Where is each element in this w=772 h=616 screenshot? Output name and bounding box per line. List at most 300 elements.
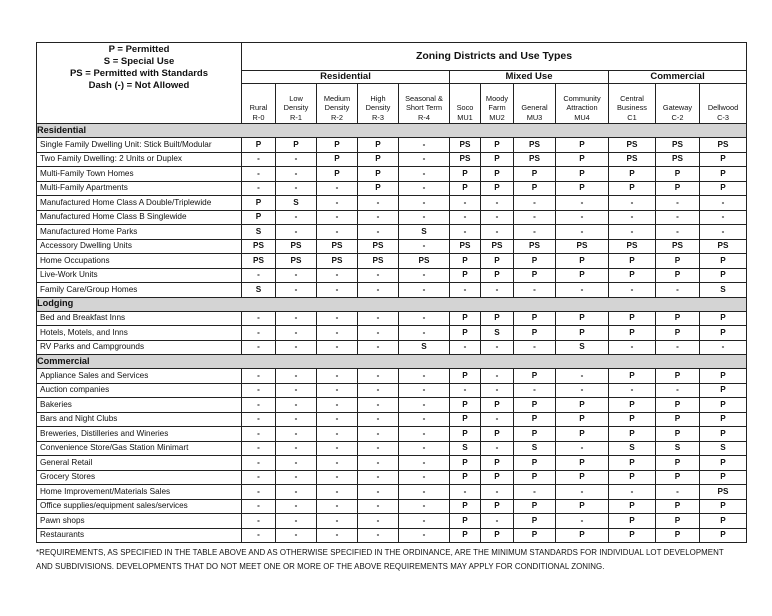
footnote-line: AND SUBDIVISIONS. DEVELOPMENTS THAT DO NOT MEET ONE OR MORE OF THE ABOVE REQUIREMENTS MAY APPLY FOR CONDITIONAL ZONING. bbox=[36, 561, 605, 571]
permission-cell: - bbox=[276, 268, 317, 283]
use-type: Bed and Breakfast Inns bbox=[37, 311, 242, 326]
permission-cell: P bbox=[556, 528, 609, 543]
legend bbox=[37, 43, 242, 124]
permission-cell: P bbox=[556, 326, 609, 341]
permission-cell: - bbox=[317, 326, 358, 341]
permission-cell: - bbox=[399, 210, 450, 225]
permission-cell: P bbox=[556, 152, 609, 167]
permission-cell: - bbox=[399, 326, 450, 341]
table-row bbox=[37, 239, 747, 254]
permission-cell: P bbox=[514, 412, 556, 427]
permission-cell: - bbox=[481, 369, 514, 384]
permission-cell: P bbox=[656, 167, 700, 182]
district-group-mixed-use: Mixed Use bbox=[450, 71, 609, 84]
table-title: Zoning Districts and Use Types bbox=[242, 43, 747, 71]
district-header bbox=[242, 84, 276, 124]
permission-cell: - bbox=[276, 340, 317, 355]
permission-cell: - bbox=[317, 485, 358, 500]
table-row bbox=[37, 225, 747, 240]
use-type: Two Family Dwelling: 2 Units or Duplex bbox=[37, 152, 242, 167]
permission-cell: PS bbox=[700, 138, 747, 153]
permission-cell: - bbox=[399, 196, 450, 211]
permission-cell: - bbox=[358, 225, 399, 240]
permission-cell: P bbox=[700, 456, 747, 471]
district-header bbox=[556, 84, 609, 124]
permission-cell: - bbox=[556, 283, 609, 298]
permission-cell: P bbox=[514, 499, 556, 514]
permission-cell: - bbox=[317, 181, 358, 196]
permission-cell: P bbox=[700, 152, 747, 167]
district-code: MU1 bbox=[457, 112, 473, 122]
table-row bbox=[37, 485, 747, 500]
permission-cell: PS bbox=[399, 254, 450, 269]
permission-cell: S bbox=[450, 441, 481, 456]
table-row bbox=[37, 283, 747, 298]
permission-cell: - bbox=[276, 152, 317, 167]
permission-cell: P bbox=[656, 254, 700, 269]
permission-cell: - bbox=[358, 514, 399, 529]
legend-permitted: P = Permitted bbox=[108, 44, 170, 55]
table-row bbox=[37, 340, 747, 355]
permission-cell: P bbox=[609, 456, 656, 471]
permission-cell: S bbox=[242, 225, 276, 240]
table-row bbox=[37, 196, 747, 211]
permission-cell: - bbox=[276, 456, 317, 471]
permission-cell: - bbox=[514, 225, 556, 240]
permission-cell: P bbox=[609, 369, 656, 384]
permission-cell: P bbox=[556, 412, 609, 427]
permission-cell: - bbox=[276, 311, 317, 326]
permission-cell: P bbox=[514, 254, 556, 269]
permission-cell: PS bbox=[700, 485, 747, 500]
permission-cell: - bbox=[399, 427, 450, 442]
permission-cell: - bbox=[399, 167, 450, 182]
permission-cell: - bbox=[358, 470, 399, 485]
permission-cell: - bbox=[358, 398, 399, 413]
permission-cell: P bbox=[609, 311, 656, 326]
table-row bbox=[37, 152, 747, 167]
district-code: R-1 bbox=[290, 112, 302, 122]
district-name-line: Farm bbox=[488, 103, 506, 112]
permission-cell: P bbox=[514, 369, 556, 384]
permission-cell: P bbox=[481, 398, 514, 413]
permission-cell: - bbox=[399, 499, 450, 514]
table-row bbox=[37, 210, 747, 225]
section-title: Lodging bbox=[37, 297, 747, 311]
permission-cell: P bbox=[450, 514, 481, 529]
permission-cell: P bbox=[450, 470, 481, 485]
district-header bbox=[358, 84, 399, 124]
permission-cell: - bbox=[399, 311, 450, 326]
permission-cell: P bbox=[514, 311, 556, 326]
permission-cell: - bbox=[399, 470, 450, 485]
use-type: Multi-Family Town Homes bbox=[37, 167, 242, 182]
district-header bbox=[399, 84, 450, 124]
permission-cell: P bbox=[656, 456, 700, 471]
table-row bbox=[37, 398, 747, 413]
permission-cell: - bbox=[609, 340, 656, 355]
permission-cell: - bbox=[242, 485, 276, 500]
permission-cell: P bbox=[609, 254, 656, 269]
district-code: R-3 bbox=[372, 112, 384, 122]
permission-cell: P bbox=[556, 181, 609, 196]
permission-cell: P bbox=[358, 181, 399, 196]
permission-cell: - bbox=[609, 283, 656, 298]
permission-cell: - bbox=[609, 210, 656, 225]
use-type: Accessory Dwelling Units bbox=[37, 239, 242, 254]
permission-cell: P bbox=[242, 196, 276, 211]
permission-cell: S bbox=[399, 225, 450, 240]
permission-cell: P bbox=[656, 499, 700, 514]
permission-cell: - bbox=[656, 210, 700, 225]
permission-cell: P bbox=[609, 514, 656, 529]
permission-cell: - bbox=[514, 196, 556, 211]
permission-cell: PS bbox=[276, 254, 317, 269]
district-name-line: Attraction bbox=[566, 103, 598, 112]
permission-cell: P bbox=[656, 326, 700, 341]
use-type: Manufactured Home Class A Double/Triplewide bbox=[37, 196, 242, 211]
permission-cell: P bbox=[700, 167, 747, 182]
permission-cell: P bbox=[700, 383, 747, 398]
permission-cell: P bbox=[700, 181, 747, 196]
section-header-residential bbox=[37, 124, 747, 138]
permission-cell: PS bbox=[556, 239, 609, 254]
permission-cell: P bbox=[609, 167, 656, 182]
permission-cell: - bbox=[358, 283, 399, 298]
district-name-line: Gateway bbox=[662, 103, 693, 112]
permission-cell: PS bbox=[514, 239, 556, 254]
use-type: Multi-Family Apartments bbox=[37, 181, 242, 196]
table-row bbox=[37, 311, 747, 326]
permission-cell: S bbox=[481, 326, 514, 341]
permission-cell: - bbox=[556, 485, 609, 500]
use-type: Pawn shops bbox=[37, 514, 242, 529]
district-name-line: Central bbox=[620, 93, 644, 103]
district-name-line: Seasonal & bbox=[405, 93, 443, 103]
permission-cell: - bbox=[317, 427, 358, 442]
permission-cell: P bbox=[481, 456, 514, 471]
footnote bbox=[36, 546, 756, 573]
permission-cell: - bbox=[242, 528, 276, 543]
permission-cell: P bbox=[481, 181, 514, 196]
permission-cell: P bbox=[656, 369, 700, 384]
permission-cell: - bbox=[317, 225, 358, 240]
permission-cell: PS bbox=[700, 239, 747, 254]
permission-cell: P bbox=[450, 167, 481, 182]
permission-cell: - bbox=[450, 485, 481, 500]
permission-cell: - bbox=[358, 412, 399, 427]
permission-cell: P bbox=[317, 138, 358, 153]
permission-cell: - bbox=[609, 225, 656, 240]
permission-cell: P bbox=[656, 181, 700, 196]
permission-cell: P bbox=[514, 528, 556, 543]
use-type: Grocery Stores bbox=[37, 470, 242, 485]
permission-cell: - bbox=[276, 412, 317, 427]
permission-cell: - bbox=[399, 138, 450, 153]
permission-cell: P bbox=[450, 412, 481, 427]
permission-cell: P bbox=[450, 499, 481, 514]
permission-cell: - bbox=[481, 210, 514, 225]
permission-cell: - bbox=[242, 326, 276, 341]
permission-cell: P bbox=[700, 528, 747, 543]
permission-cell: - bbox=[358, 441, 399, 456]
permission-cell: PS bbox=[656, 152, 700, 167]
use-type: Hotels, Motels, and Inns bbox=[37, 326, 242, 341]
permission-cell: - bbox=[242, 441, 276, 456]
permission-cell: P bbox=[609, 326, 656, 341]
permission-cell: - bbox=[276, 167, 317, 182]
permission-cell: - bbox=[481, 196, 514, 211]
table-row bbox=[37, 427, 747, 442]
table-row bbox=[37, 499, 747, 514]
permission-cell: - bbox=[242, 268, 276, 283]
permission-cell: P bbox=[700, 470, 747, 485]
permission-cell: - bbox=[700, 225, 747, 240]
permission-cell: P bbox=[556, 167, 609, 182]
permission-cell: P bbox=[700, 311, 747, 326]
permission-cell: - bbox=[358, 383, 399, 398]
permission-cell: - bbox=[514, 383, 556, 398]
permission-cell: - bbox=[317, 441, 358, 456]
table-row bbox=[37, 268, 747, 283]
permission-cell: - bbox=[317, 412, 358, 427]
permission-cell: PS bbox=[450, 152, 481, 167]
permission-cell: P bbox=[450, 254, 481, 269]
permission-cell: P bbox=[317, 152, 358, 167]
permission-cell: P bbox=[514, 514, 556, 529]
permission-cell: PS bbox=[276, 239, 317, 254]
permission-cell: - bbox=[358, 427, 399, 442]
permission-cell: P bbox=[450, 268, 481, 283]
district-group-commercial: Commercial bbox=[609, 71, 747, 84]
permission-cell: - bbox=[399, 398, 450, 413]
permission-cell: P bbox=[656, 398, 700, 413]
permission-cell: PS bbox=[609, 239, 656, 254]
permission-cell: PS bbox=[358, 239, 399, 254]
permission-cell: - bbox=[358, 456, 399, 471]
permission-cell: P bbox=[276, 138, 317, 153]
permission-cell: - bbox=[276, 427, 317, 442]
permission-cell: - bbox=[399, 412, 450, 427]
permission-cell: - bbox=[609, 383, 656, 398]
district-header bbox=[514, 84, 556, 124]
permission-cell: P bbox=[450, 456, 481, 471]
district-name-line: Dellwood bbox=[707, 103, 739, 112]
permission-cell: S bbox=[514, 441, 556, 456]
footnote-line: *REQUIREMENTS, AS SPECIFIED IN THE TABLE ABOVE AND AS OTHERWISE SPECIFIED IN THE ORDINANCE, ARE THE MINIMUM STANDARDS FOR INDIVIDUAL LOT DEVELOPMENT bbox=[36, 548, 724, 557]
permission-cell: P bbox=[700, 254, 747, 269]
permission-cell: P bbox=[514, 326, 556, 341]
table-row bbox=[37, 167, 747, 182]
permission-cell: - bbox=[242, 470, 276, 485]
permission-cell: - bbox=[481, 412, 514, 427]
permission-cell: - bbox=[358, 499, 399, 514]
permission-cell: P bbox=[556, 398, 609, 413]
permission-cell: PS bbox=[609, 152, 656, 167]
use-type: Home Occupations bbox=[37, 254, 242, 269]
use-type: Appliance Sales and Services bbox=[37, 369, 242, 384]
permission-cell: PS bbox=[656, 239, 700, 254]
permission-cell: S bbox=[700, 441, 747, 456]
permission-cell: - bbox=[556, 225, 609, 240]
district-header bbox=[276, 84, 317, 124]
permission-cell: P bbox=[700, 412, 747, 427]
permission-cell: - bbox=[556, 210, 609, 225]
permission-cell: P bbox=[656, 268, 700, 283]
permission-cell: P bbox=[609, 470, 656, 485]
permission-cell: - bbox=[514, 283, 556, 298]
district-name-line: Community bbox=[563, 93, 601, 103]
permission-cell: - bbox=[450, 210, 481, 225]
permission-cell: PS bbox=[317, 254, 358, 269]
permission-cell: - bbox=[399, 152, 450, 167]
use-type: Manufactured Home Class B Singlewide bbox=[37, 210, 242, 225]
permission-cell: - bbox=[276, 283, 317, 298]
permission-cell: P bbox=[242, 138, 276, 153]
section-header-commercial bbox=[37, 355, 747, 369]
permission-cell: P bbox=[450, 369, 481, 384]
permission-cell: - bbox=[317, 369, 358, 384]
permission-cell: P bbox=[609, 181, 656, 196]
permission-cell: P bbox=[700, 514, 747, 529]
permission-cell: P bbox=[317, 167, 358, 182]
permission-cell: - bbox=[450, 283, 481, 298]
permission-cell: - bbox=[358, 268, 399, 283]
district-name-line: Business bbox=[617, 103, 647, 112]
district-name-line: Density bbox=[283, 103, 309, 112]
permission-cell: - bbox=[358, 369, 399, 384]
permission-cell: - bbox=[399, 181, 450, 196]
permission-cell: - bbox=[317, 340, 358, 355]
permission-cell: - bbox=[399, 441, 450, 456]
permission-cell: P bbox=[358, 152, 399, 167]
permission-cell: - bbox=[556, 383, 609, 398]
permission-cell: - bbox=[399, 283, 450, 298]
permission-cell: - bbox=[481, 383, 514, 398]
permission-cell: - bbox=[242, 181, 276, 196]
permission-cell: P bbox=[481, 152, 514, 167]
permission-cell: P bbox=[514, 398, 556, 413]
district-header bbox=[481, 84, 514, 124]
permission-cell: P bbox=[556, 138, 609, 153]
district-code: R-2 bbox=[331, 112, 343, 122]
permission-cell: PS bbox=[317, 239, 358, 254]
legend-permitted-with-standards: PS = Permitted with Standards bbox=[69, 68, 209, 79]
permission-cell: - bbox=[450, 225, 481, 240]
permission-cell: S bbox=[700, 283, 747, 298]
permission-cell: P bbox=[242, 210, 276, 225]
permission-cell: PS bbox=[242, 239, 276, 254]
permission-cell: - bbox=[450, 196, 481, 211]
permission-cell: - bbox=[242, 311, 276, 326]
permission-cell: S bbox=[656, 441, 700, 456]
table-row bbox=[37, 441, 747, 456]
permission-cell: - bbox=[399, 268, 450, 283]
permission-cell: - bbox=[556, 514, 609, 529]
permission-cell: PS bbox=[514, 138, 556, 153]
legend-special-use: S = Special Use bbox=[103, 56, 175, 67]
permission-cell: P bbox=[514, 268, 556, 283]
permission-cell: - bbox=[317, 470, 358, 485]
table-row bbox=[37, 181, 747, 196]
permission-cell: - bbox=[399, 456, 450, 471]
permission-cell: - bbox=[317, 528, 358, 543]
permission-cell: P bbox=[358, 167, 399, 182]
permission-cell: - bbox=[358, 210, 399, 225]
permission-cell: P bbox=[481, 427, 514, 442]
permission-cell: - bbox=[481, 225, 514, 240]
permission-cell: PS bbox=[450, 138, 481, 153]
permission-cell: P bbox=[656, 412, 700, 427]
permission-cell: P bbox=[514, 427, 556, 442]
use-type: Home Improvement/Materials Sales bbox=[37, 485, 242, 500]
permission-cell: S bbox=[242, 283, 276, 298]
use-type: Convenience Store/Gas Station Minimart bbox=[37, 441, 242, 456]
permission-cell: PS bbox=[450, 239, 481, 254]
use-type: Breweries, Distilleries and Wineries bbox=[37, 427, 242, 442]
permission-cell: S bbox=[276, 196, 317, 211]
use-type: Auction companies bbox=[37, 383, 242, 398]
table-row bbox=[37, 456, 747, 471]
permission-cell: - bbox=[276, 369, 317, 384]
district-name-line: Short Term bbox=[405, 103, 442, 112]
permission-cell: - bbox=[450, 340, 481, 355]
district-code: C1 bbox=[627, 112, 637, 122]
use-type: Bakeries bbox=[37, 398, 242, 413]
permission-cell: P bbox=[700, 427, 747, 442]
permission-cell: P bbox=[700, 369, 747, 384]
permission-cell: - bbox=[556, 196, 609, 211]
permission-cell: P bbox=[514, 470, 556, 485]
district-name-line: Moody bbox=[485, 93, 509, 103]
permission-cell: P bbox=[656, 528, 700, 543]
permission-cell: P bbox=[609, 268, 656, 283]
permission-cell: - bbox=[399, 514, 450, 529]
permission-cell: P bbox=[514, 456, 556, 471]
permission-cell: - bbox=[317, 514, 358, 529]
permission-cell: - bbox=[556, 441, 609, 456]
permission-cell: - bbox=[700, 340, 747, 355]
section-header-lodging bbox=[37, 297, 747, 311]
permission-cell: - bbox=[358, 340, 399, 355]
permission-cell: - bbox=[399, 369, 450, 384]
permission-cell: - bbox=[399, 485, 450, 500]
district-header bbox=[317, 84, 358, 124]
permission-cell: S bbox=[556, 340, 609, 355]
permission-cell: - bbox=[556, 369, 609, 384]
permission-cell: P bbox=[556, 311, 609, 326]
district-header bbox=[609, 84, 656, 124]
permission-cell: - bbox=[276, 210, 317, 225]
permission-cell: P bbox=[656, 427, 700, 442]
permission-cell: - bbox=[399, 239, 450, 254]
permission-cell: P bbox=[481, 311, 514, 326]
district-code: C-2 bbox=[671, 112, 684, 122]
permission-cell: - bbox=[317, 268, 358, 283]
district-name-line: General bbox=[521, 103, 548, 112]
permission-cell: PS bbox=[242, 254, 276, 269]
table-row bbox=[37, 326, 747, 341]
permission-cell: - bbox=[317, 283, 358, 298]
permission-cell: - bbox=[276, 326, 317, 341]
use-type: Live-Work Units bbox=[37, 268, 242, 283]
permission-cell: - bbox=[276, 383, 317, 398]
permission-cell: - bbox=[399, 528, 450, 543]
permission-cell: P bbox=[514, 181, 556, 196]
permission-cell: - bbox=[242, 398, 276, 413]
permission-cell: - bbox=[358, 485, 399, 500]
permission-cell: - bbox=[242, 456, 276, 471]
